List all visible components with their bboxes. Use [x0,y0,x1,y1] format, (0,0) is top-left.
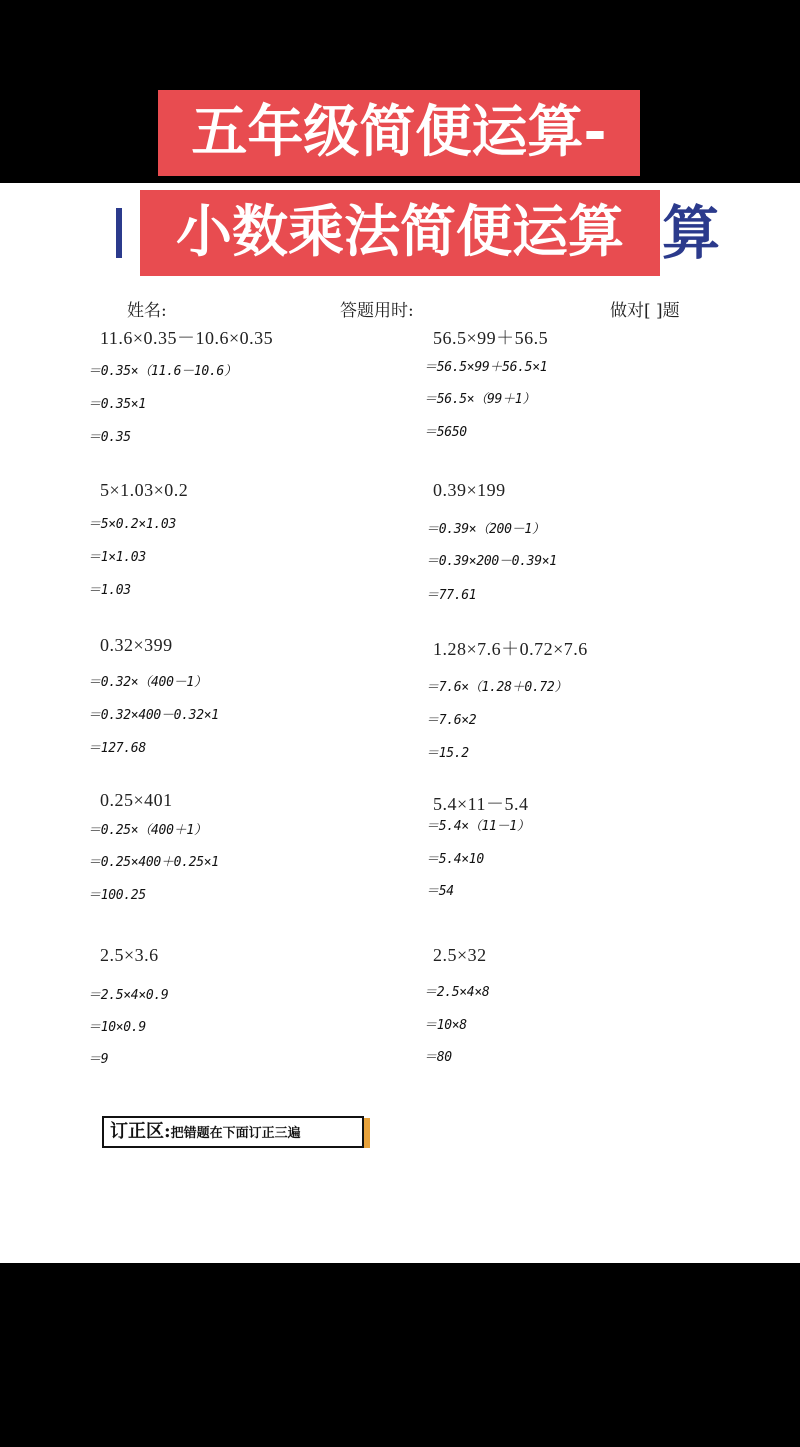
problem-title: 0.32×399 [100,635,173,655]
solution-step: ＝7.6×（1.28＋0.72） [426,680,568,695]
solution-step: ＝9 [88,1052,109,1067]
solution-step: ＝0.35×（11.6－10.6） [88,364,237,379]
problem-title: 5×1.03×0.2 [100,480,189,500]
solution-step: ＝0.25×（400＋1） [88,823,207,838]
solution-step: ＝5.4×10 [426,852,484,867]
solution-step: ＝0.35×1 [88,397,146,412]
solution-step: ＝56.5×99＋56.5×1 [424,360,548,375]
time-label: 答题用时: [340,301,414,321]
partially-hidden-title-right: 算 [662,199,721,267]
title-banner-line1: 五年级简便运算- [158,90,640,176]
solution-step: ＝2.5×4×0.9 [88,988,169,1003]
solution-step: ＝5650 [424,425,467,440]
problem-title: 1.28×7.6＋0.72×7.6 [433,639,588,659]
correct-count-label: 做对[ ]题 [610,301,680,321]
problem-title: 56.5×99＋56.5 [433,328,549,348]
solution-step: ＝0.32×400－0.32×1 [88,708,219,723]
title-banner-line2: 小数乘法简便运算 [140,190,660,276]
solution-step: ＝10×0.9 [88,1020,146,1035]
solution-step: ＝5×0.2×1.03 [88,517,176,532]
name-label: 姓名: [127,301,167,321]
correction-instruction: 把错题在下面订正三遍 [170,1126,301,1141]
solution-step: ＝0.35 [88,430,131,445]
correction-label: 订正区: [110,1121,171,1142]
solution-step: ＝2.5×4×8 [424,985,490,1000]
solution-step: ＝1×1.03 [88,550,146,565]
solution-step: ＝0.39×（200－1） [426,522,545,537]
problem-title: 2.5×32 [433,945,487,965]
problem-title: 5.4×11－5.4 [433,794,529,814]
problem-title: 0.39×199 [433,480,506,500]
solution-step: ＝15.2 [426,746,469,761]
solution-step: ＝7.6×2 [426,713,477,728]
solution-step: ＝80 [424,1050,452,1065]
correction-box [102,1116,364,1148]
problem-title: 0.25×401 [100,790,173,810]
correction-box-tab [364,1118,370,1148]
solution-step: ＝10×8 [424,1018,467,1033]
solution-step: ＝0.32×（400－1） [88,675,207,690]
solution-step: ＝0.25×400＋0.25×1 [88,855,219,870]
solution-step: ＝100.25 [88,888,146,903]
solution-step: ＝77.61 [426,588,477,603]
solution-step: ＝0.39×200－0.39×1 [426,554,557,569]
problem-title: 11.6×0.35－10.6×0.35 [100,328,274,348]
solution-step: ＝5.4×（11－1） [426,819,530,834]
solution-step: ＝56.5×（99＋1） [424,392,536,407]
solution-step: ＝1.03 [88,583,131,598]
solution-step: ＝127.68 [88,741,146,756]
problem-title: 2.5×3.6 [100,945,159,965]
solution-step: ＝54 [426,884,454,899]
